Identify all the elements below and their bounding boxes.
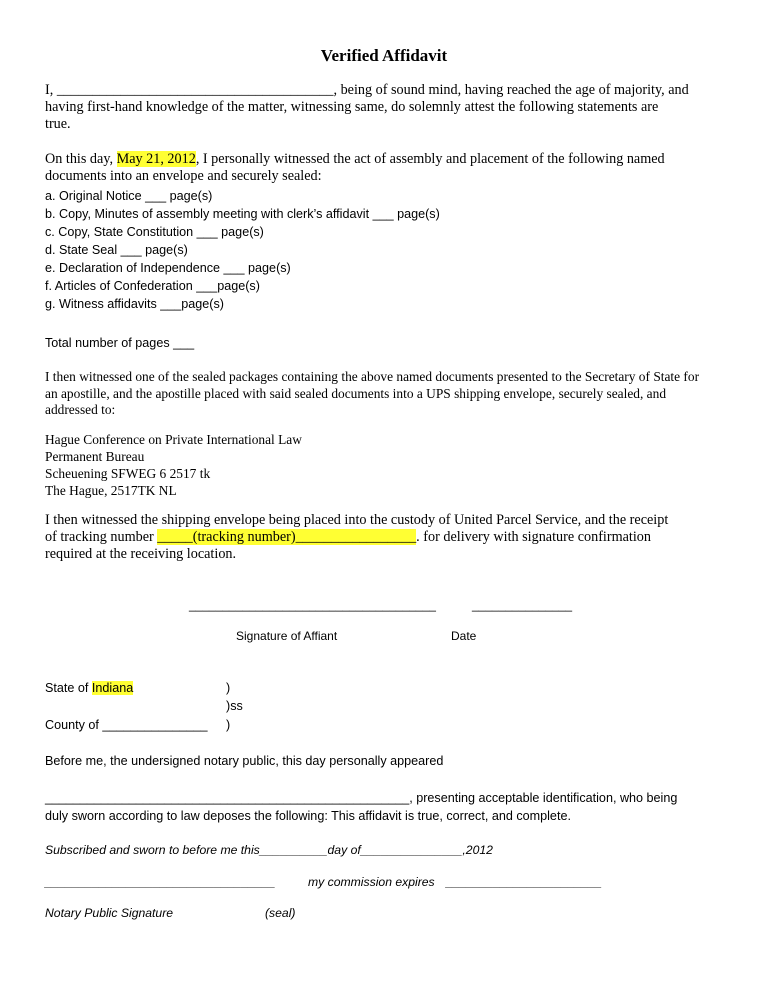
list-item: b. Copy, Minutes of assembly meeting with clerk’s affidavit ___ page(s) — [45, 207, 440, 221]
total-pages: Total number of pages ___ — [45, 336, 195, 350]
venue-paren: ) — [226, 681, 231, 695]
address-block — [45, 431, 725, 499]
address-line: The Hague, 2517TK NL — [45, 483, 177, 498]
witness-suffix: , I personally witnessed the act of assembly and placement of the following named — [195, 151, 665, 167]
appeared-line: duly sworn according to law deposes the following: This affidavit is true, correct, and complete. — [45, 809, 571, 823]
shipping-line: I then witnessed the shipping envelope being placed into the custody of United Parcel Service, and the receipt — [45, 512, 669, 528]
witness-line: documents into an envelope and securely sealed: — [45, 168, 322, 184]
state-prefix: State of — [45, 681, 92, 695]
packages-line: addressed to: — [45, 402, 116, 417]
shipping-prefix: of tracking number — [45, 529, 158, 545]
date-line: _______________ — [472, 598, 573, 612]
list-item: f. Articles of Confederation ___page(s) — [45, 279, 260, 293]
list-item: e. Declaration of Independence ___ page(s) — [45, 261, 291, 275]
tracking-number-field: _____(tracking number)_________________ — [157, 529, 417, 545]
affiant-signature-line: _____________________________________ — [189, 598, 436, 612]
witness-prefix: On this day, — [45, 151, 117, 167]
shipping-line: required at the receiving location. — [45, 546, 237, 562]
intro-line: I, _______________________________________, being of sound mind, having reached the age of majority, and — [45, 82, 689, 98]
subscribed-line: Subscribed and sworn to before me this__________day of_______________,2012 — [45, 843, 493, 857]
list-item: d. State Seal ___ page(s) — [45, 243, 188, 257]
packages-line: I then witnessed one of the sealed packages containing the above named documents presented to the Secretary of State for — [45, 369, 700, 384]
address-line: Permanent Bureau — [45, 449, 145, 464]
county-line: County of _______________ — [45, 718, 208, 732]
notary-before: Before me, the undersigned notary public, this day personally appeared — [45, 754, 444, 768]
intro-line: having first-hand knowledge of the matter, witnessing same, do solemnly attest the following statements are — [45, 99, 659, 115]
shipping-suffix: . for delivery with signature confirmation — [416, 529, 651, 545]
commission-label: my commission expires — [308, 875, 435, 889]
document-list — [45, 187, 725, 313]
seal-label: (seal) — [265, 906, 296, 920]
packages-paragraph — [45, 369, 725, 419]
signature-label: Signature of Affiant — [236, 629, 338, 643]
appeared-line: ____________________________________________________, presenting acceptable identification, who being — [45, 791, 678, 805]
date-label: Date — [451, 629, 477, 643]
address-line: Hague Conference on Private International Law — [45, 432, 302, 447]
highlighted-date: May 21, 2012 — [116, 151, 196, 167]
list-item: a. Original Notice ___ page(s) — [45, 189, 213, 203]
packages-line: an apostille, and the apostille placed with said sealed documents into a UPS shipping envelope, securely sealed, and — [45, 385, 667, 401]
witness-paragraph — [45, 151, 725, 185]
shipping-paragraph — [45, 512, 725, 563]
state-line — [45, 679, 133, 697]
commission-line: _______________________ — [446, 875, 602, 889]
document-title: Verified Affidavit — [320, 46, 448, 65]
state-name: Indiana — [91, 681, 134, 695]
list-item: g. Witness affidavits ___page(s) — [45, 297, 224, 311]
intro-line: true. — [45, 116, 71, 132]
list-item: c. Copy, State Constitution ___ page(s) — [45, 225, 264, 239]
notary-signature-label: Notary Public Signature — [45, 906, 174, 920]
venue-paren: ) — [226, 718, 231, 732]
intro-paragraph — [45, 82, 725, 133]
notary-signature-line: __________________________________ — [45, 875, 276, 889]
venue-ss: )ss — [226, 699, 243, 713]
address-line: Scheuening SFWEG 6 2517 tk — [45, 466, 211, 481]
